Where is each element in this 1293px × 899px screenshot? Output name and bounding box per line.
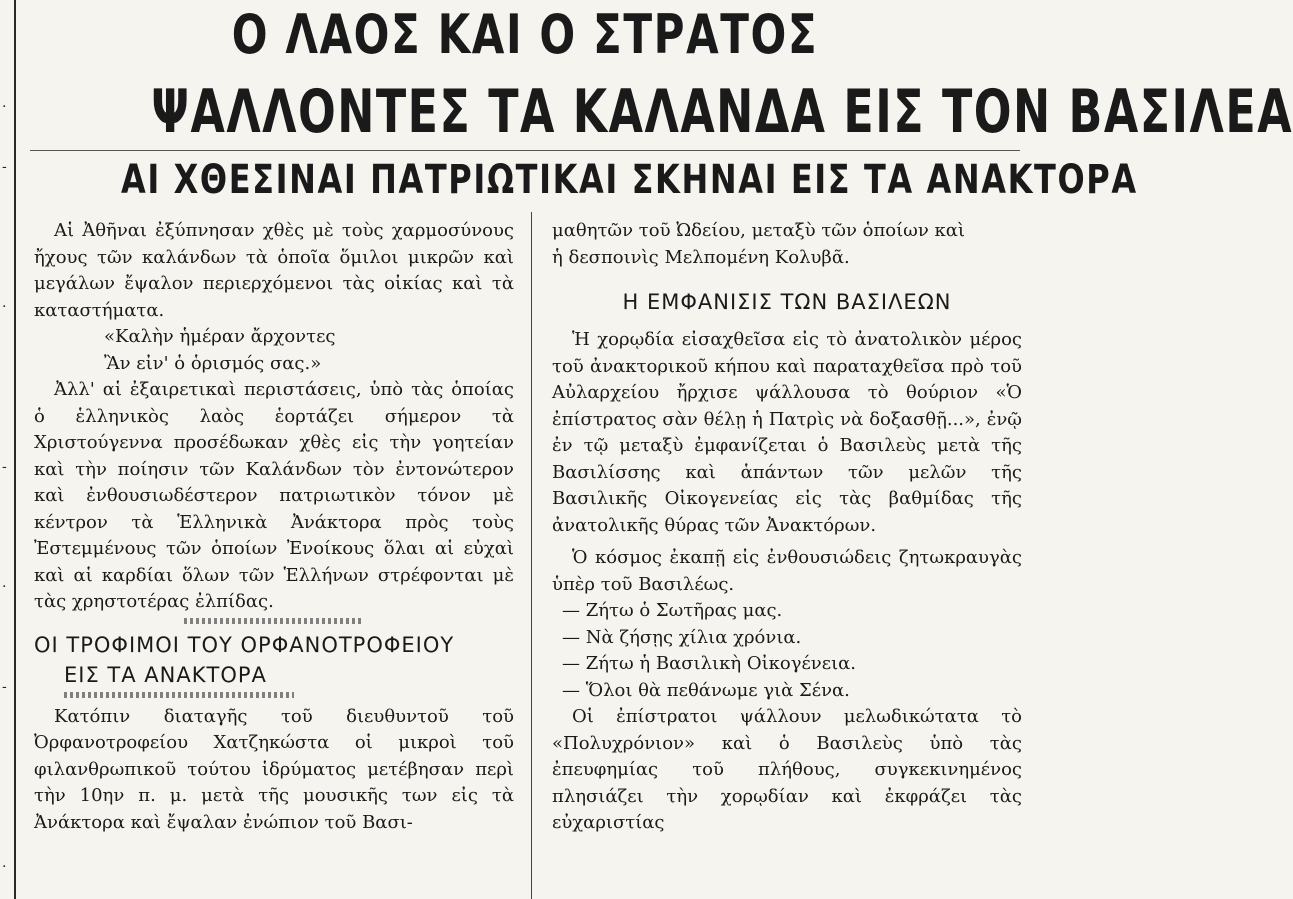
section-ornament [64, 692, 294, 698]
carol-quote-line-1: «Καλὴν ἡμέραν ἄρχοντες [104, 326, 336, 347]
cheer-line-4: — Ὅλοι θὰ πεθάνωμε γιὰ Σένα. [562, 679, 850, 701]
column-divider [531, 212, 532, 899]
margin-fragments: · - · - · - · [2, 99, 7, 875]
page-edge-rule [14, 0, 16, 899]
right-column [552, 218, 1022, 837]
headline-line-1: Ο ΛΑΟΣ ΚΑΙ Ο ΣΤΡΑΤΟΣ [231, 3, 819, 66]
continued-line-2: ἡ δεσποινὶς Μελπομένη Κολυβᾶ. [552, 246, 850, 268]
continued-line-1: μαθητῶν τοῦ Ὠδείου, μεταξὺ τῶν ὁποίων καὶ [552, 220, 965, 241]
left-column [34, 218, 514, 836]
carol-quote-line-2: Ἂν εἰν' ὁ ὁρισμός σας.» [104, 352, 322, 374]
closing-paragraph: Οἱ ἐπίστρατοι ψάλλουν μελωδικώτατα τὸ «Πολυχρόνιον» καὶ ὁ Βασιλεὺς ὑπὸ τὰς ἐπευφημίας τοῦ πλήθους, συγκεκινημένος πλησιάζει τὴν χορῳδίαν καὶ ἐκφράζει τὰς εὐχαριστίας [552, 706, 1022, 833]
appearance-subhead: Η ΕΜΦΑΝΙΣΙΣ ΤΩΝ ΒΑΣΙΛΕΩΝ [622, 290, 952, 314]
orphanage-subhead-line-1: ΟΙ ΤΡΟΦΙΜΟΙ ΤΟΥ ΟΡΦΑΝΟΤΡΟΦΕΙΟΥ [34, 632, 455, 657]
subheadline: ΑΙ ΧΘΕΣΙΝΑΙ ΠΑΤΡΙΩΤΙΚΑΙ ΣΚΗΝΑΙ ΕΙΣ ΤΑ ΑΝΑΚΤΟΡΑ [121, 157, 1138, 203]
section-ornament [184, 618, 364, 624]
orphanage-paragraph: Κατόπιν διαταγῆς τοῦ διευθυντοῦ τοῦ Ὀρφανοτροφείου Χατζηκώστα οἱ μικροὶ τοῦ φιλανθρωπικοῦ τούτου ἱδρύματος μετέβησαν περὶ τὴν 10ην π. μ. μετὰ τῆς μουσικῆς των εἰς τὰ Ἀνάκτορα καὶ ἔψαλαν ἐνώπιον τοῦ Βασι- [34, 705, 514, 833]
body-paragraph: Ἀλλ' αἱ ἐξαιρετικαὶ περιστάσεις, ὑπὸ τὰς ὁποίας ὁ ἑλληνικὸς λαὸς ἑορτάζει σήμερον τὰ Χριστούγεννα προσέδωκαν χθὲς εἰς τὴν γοητείαν καὶ τὴν ποίησιν τῶν Καλάνδων τὸν ἐντονώτερον καὶ ἐνθουσιωδέστερον πατριωτικὸν τόνον μὲ κέντρον τὰ Ἑλληνικὰ Ἀνάκτορα πρὸς τοὺς Ἐστεμμένους τῶν ὁποίων Ἐνοίκους ὅλαι αἱ εὐχαὶ καὶ αἱ καρδίαι ὅλων τῶν Ἑλλήνων στρέφονται μὲ τὰς χρηστοτέρας ἐλπίδας. [34, 379, 514, 612]
headline-divider [30, 150, 1020, 151]
cheer-line-2: — Νὰ ζήσῃς χίλια χρόνια. [562, 626, 802, 648]
appearance-paragraph: Ἡ χορῳδία εἰσαχθεῖσα εἰς τὸ ἀνατολικὸν μέρος τοῦ ἀνακτορικοῦ κήπου καὶ παραταχθεῖσα πρὸ τοῦ Αὐλαρχείου ἤρχισε ψάλλουσα τὸ θούριον «Ὁ ἐπίστρατος σὰν θέλῃ ἡ Πατρὶς νὰ δοξασθῇ...», ἐνῷ ἐν τῷ μεταξὺ ἐμφανίζεται ὁ Βασιλεὺς μετὰ τῆς Βασιλίσσης καὶ ἁπάντων τῶν μελῶν τῆς Βασιλικῆς Οἰκογενείας εἰς τὰς βαθμίδας τῆς ἀνατολικῆς θύρας τῶν Ἀνακτόρων. [552, 329, 1022, 536]
intro-paragraph: Αἱ Ἀθῆναι ἐξύπνησαν χθὲς μὲ τοὺς χαρμοσύνους ἤχους τῶν καλάνδων τὰ ὁποῖα ὅμιλοι μικρῶν καὶ μεγάλων ἔψαλον περιερχόμενοι τὰς οἰκίας καὶ τὰ καταστήματα. [34, 220, 514, 321]
cheer-line-3: — Ζήτω ἡ Βασιλικὴ Οἰκογένεια. [562, 653, 857, 674]
orphanage-subhead-line-2: ΕΙΣ ΤΑ ΑΝΑΚΤΟΡΑ [64, 662, 267, 687]
cheer-line-1: — Ζήτω ὁ Σωτῆρας μας. [562, 600, 783, 621]
headline-line-2: ΨΑΛΛΟΝΤΕΣ ΤΑ ΚΑΛΑΝΔΑ ΕΙΣ ΤΟΝ ΒΑΣΙΛΕΑ [151, 77, 1293, 147]
crowd-paragraph: Ὁ κόσμος ἐκαπῇ εἰς ἐνθουσιώδεις ζητωκραυγὰς ὑπὲρ τοῦ Βασιλέως. [552, 547, 1022, 595]
